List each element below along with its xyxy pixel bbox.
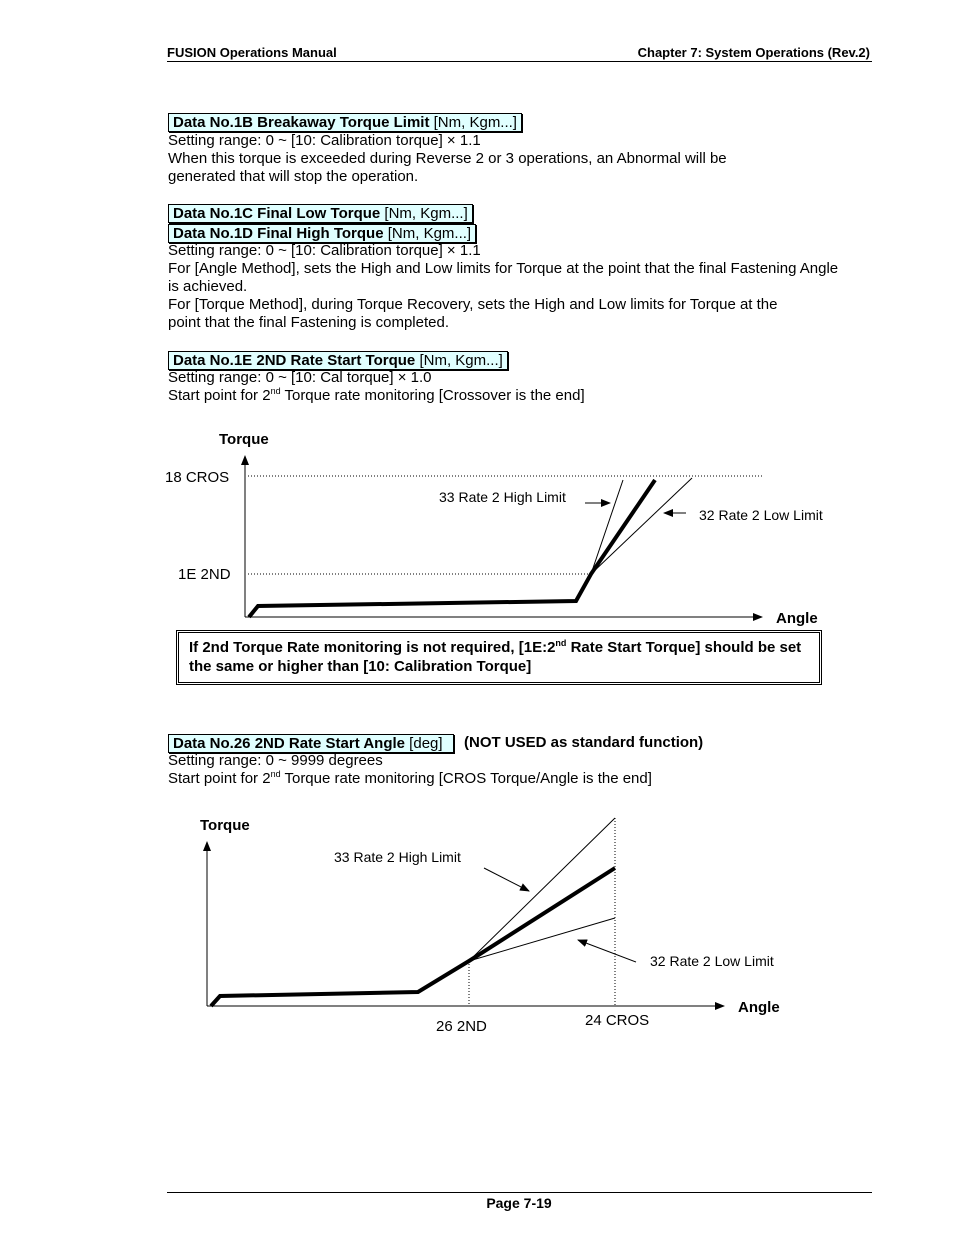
d2-cros-angle-label: 24 CROS bbox=[585, 1012, 650, 1029]
data-1d-line-4: For [Torque Method], during Torque Recovery, sets the High and Low limits for Torque at the bbox=[168, 296, 778, 313]
data-26-unit: [deg] bbox=[405, 735, 443, 752]
data-1e-label bbox=[168, 351, 508, 370]
diagram-1e-torque-rate bbox=[0, 420, 954, 630]
data-26-label bbox=[168, 734, 454, 753]
d1-low-limit-label: 32 Rate 2 Low Limit bbox=[699, 507, 823, 523]
notice-pre: If 2nd Torque Rate monitoring is not required, [1E:2 bbox=[189, 639, 556, 656]
data-1e-line-2-post: Torque rate monitoring [Crossover is the end] bbox=[280, 387, 585, 404]
notice-text bbox=[189, 638, 814, 676]
header-rule bbox=[167, 61, 872, 62]
data-1b-unit: [Nm, Kgm...] bbox=[429, 114, 517, 131]
data-1d-line-2: For [Angle Method], sets the High and Low limits for Torque at the point that the final Fastening Angle bbox=[168, 260, 839, 277]
d2-high-limit-label: 33 Rate 2 High Limit bbox=[334, 849, 461, 865]
data-1d-label bbox=[168, 224, 476, 243]
data-26-title: Data No.26 2ND Rate Start Angle bbox=[173, 735, 406, 752]
page-number: Page 7-19 bbox=[486, 1195, 552, 1211]
data-1d-line-3: is achieved. bbox=[168, 278, 248, 295]
data-1e-unit: [Nm, Kgm...] bbox=[415, 352, 503, 369]
data-1c-title: Data No.1C Final Low Torque bbox=[173, 205, 381, 222]
data-1d-line-1: Setting range: 0 ~ [10: Calibration torque] × 1.1 bbox=[168, 242, 481, 259]
d2-2nd-angle-label: 26 2ND bbox=[436, 1018, 487, 1035]
footer-rule bbox=[167, 1192, 872, 1193]
d1-high-limit-label: 33 Rate 2 High Limit bbox=[439, 489, 566, 505]
data-26-line-2 bbox=[168, 770, 652, 788]
data-1d-title: Data No.1D Final High Torque bbox=[173, 225, 384, 242]
data-26-line-2-pre: Start point for 2 bbox=[168, 770, 271, 787]
data-26-line-1: Setting range: 0 ~ 9999 degrees bbox=[168, 752, 383, 769]
d2-low-limit-label: 32 Rate 2 Low Limit bbox=[650, 953, 774, 969]
data-26-line-2-post: Torque rate monitoring [CROS Torque/Angle is the end] bbox=[280, 770, 652, 787]
data-1e-line-2 bbox=[168, 387, 585, 405]
header-manual-title: FUSION Operations Manual bbox=[167, 45, 337, 60]
d1-x-axis-label: Angle bbox=[776, 610, 818, 627]
data-1c-label bbox=[168, 204, 473, 223]
d1-cros-level-label: 18 CROS bbox=[165, 469, 230, 486]
data-1d-line-5: point that the final Fastening is completed. bbox=[168, 314, 450, 331]
data-1e-line-2-pre: Start point for 2 bbox=[168, 387, 271, 404]
d2-high-limit-arrow bbox=[484, 868, 529, 891]
data-1b-line-2: When this torque is exceeded during Reverse 2 or 3 operations, an Abnormal will be bbox=[168, 150, 727, 167]
data-1b-line-1: Setting range: 0 ~ [10: Calibration torque] × 1.1 bbox=[168, 132, 481, 149]
d2-torque-curve bbox=[211, 868, 615, 1006]
d2-y-axis-label: Torque bbox=[200, 817, 250, 834]
d1-high-limit-line bbox=[591, 480, 623, 574]
header-chapter-title: Chapter 7: System Operations (Rev.2) bbox=[637, 45, 870, 60]
data-1b-line-3: generated that will stop the operation. bbox=[168, 168, 419, 185]
notice-post: Rate Start Torque] should be set the same or higher than [10: Calibration Torque] bbox=[189, 639, 802, 675]
data-1d-unit: [Nm, Kgm...] bbox=[383, 225, 472, 242]
d2-low-limit-arrow bbox=[578, 940, 636, 962]
data-1c-unit: [Nm, Kgm...] bbox=[380, 205, 468, 222]
diagram-26-angle-rate bbox=[0, 805, 954, 1045]
d1-low-limit-line bbox=[591, 478, 692, 574]
data-1e-line-1: Setting range: 0 ~ [10: Cal torque] × 1.0 bbox=[168, 369, 432, 386]
data-1e-title: Data No.1E 2ND Rate Start Torque bbox=[173, 352, 416, 369]
notice-sup: nd bbox=[555, 638, 567, 648]
d1-2nd-level-label: 1E 2ND bbox=[178, 566, 231, 583]
data-1b-title: Data No.1B Breakaway Torque Limit bbox=[173, 114, 430, 131]
data-1b-label bbox=[168, 113, 522, 132]
d1-y-axis-label: Torque bbox=[219, 431, 269, 448]
data-26-line-2-sup: nd bbox=[270, 769, 281, 779]
d2-x-axis-label: Angle bbox=[738, 999, 780, 1016]
data-26-not-used-note: (NOT USED as standard function) bbox=[464, 734, 704, 751]
data-1e-line-2-sup: nd bbox=[270, 386, 281, 396]
